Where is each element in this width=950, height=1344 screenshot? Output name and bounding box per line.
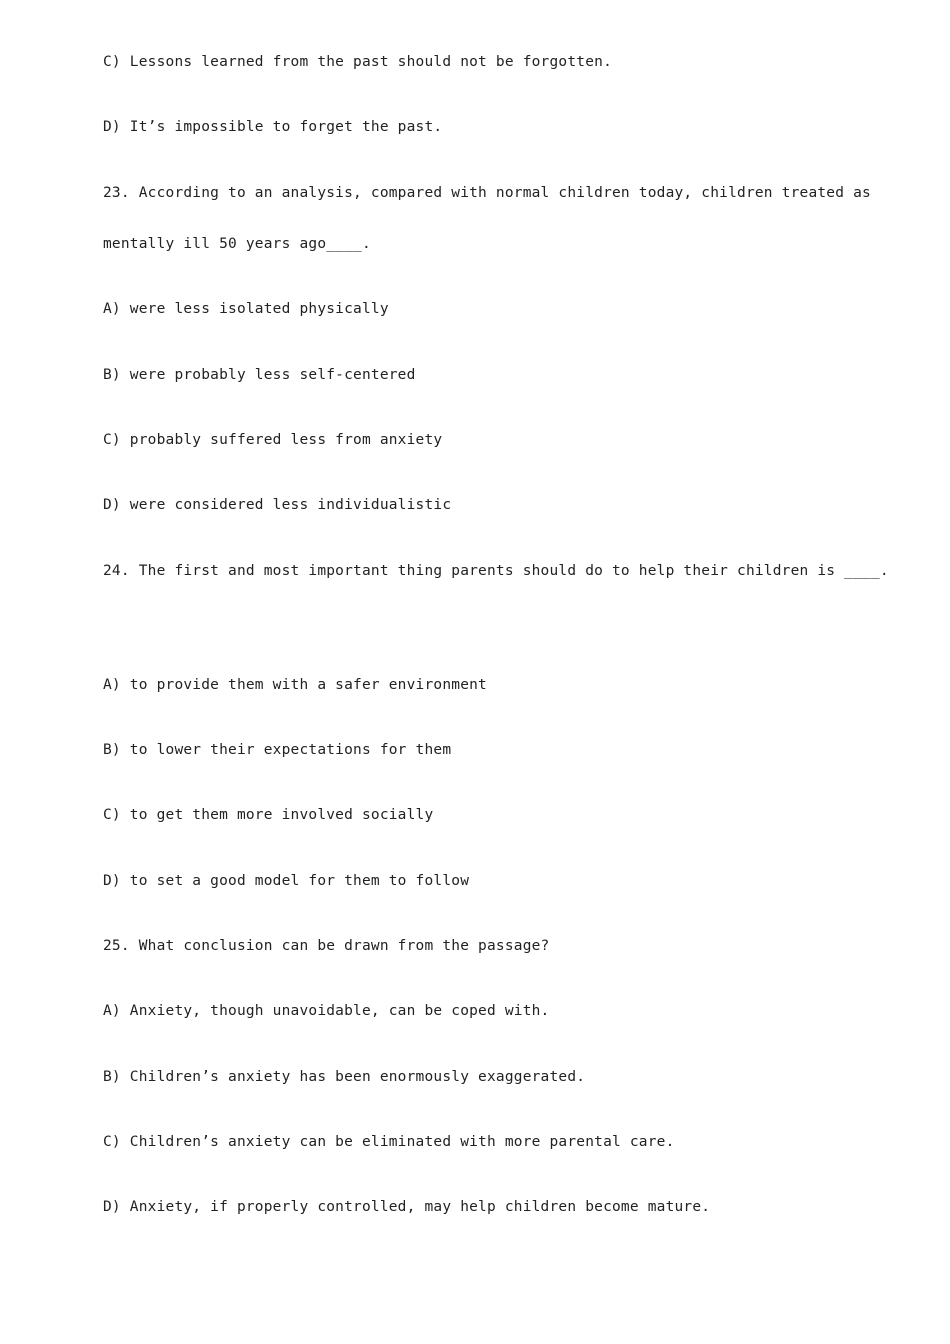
q22-option-d: D) It’s impossible to forget the past. bbox=[103, 119, 443, 135]
q25-option-b: B) Children’s anxiety has been enormously exaggerated. bbox=[103, 1069, 586, 1085]
q25-option-a: A) Anxiety, though unavoidable, can be coped with. bbox=[103, 1003, 550, 1019]
q23-stem-line2: mentally ill 50 years ago____. bbox=[103, 236, 371, 252]
q25-option-d: D) Anxiety, if properly controlled, may help children become mature. bbox=[103, 1199, 711, 1215]
q24-option-d: D) to set a good model for them to follow bbox=[103, 873, 470, 889]
q24-option-b: B) to lower their expectations for them bbox=[103, 742, 452, 758]
q23-option-c: C) probably suffered less from anxiety bbox=[103, 432, 443, 448]
q23-stem-line1: 23. According to an analysis, compared with normal children today, children treated as bbox=[103, 185, 871, 201]
q24-option-c: C) to get them more involved socially bbox=[103, 807, 434, 823]
q23-option-d: D) were considered less individualistic bbox=[103, 497, 452, 513]
q25-option-c: C) Children’s anxiety can be eliminated with more parental care. bbox=[103, 1134, 675, 1150]
q25-stem: 25. What conclusion can be drawn from the passage? bbox=[103, 938, 550, 954]
q22-option-c: C) Lessons learned from the past should not be forgotten. bbox=[103, 54, 612, 70]
q24-option-a: A) to provide them with a safer environment bbox=[103, 677, 487, 693]
q24-stem: 24. The first and most important thing parents should do to help their children is ____. bbox=[103, 563, 889, 579]
q23-option-a: A) were less isolated physically bbox=[103, 301, 389, 317]
q23-option-b: B) were probably less self-centered bbox=[103, 367, 416, 383]
